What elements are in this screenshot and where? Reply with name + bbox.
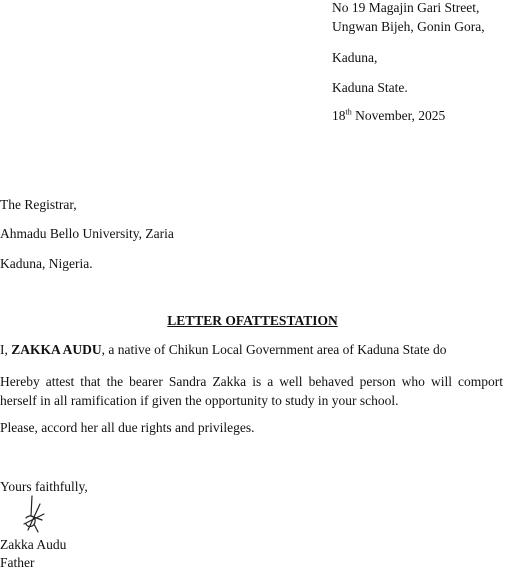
intro-prefix: I,: [0, 342, 12, 357]
recipient-line-2: Ahmadu Bello University, Zaria: [0, 226, 174, 241]
intro-line: [0, 342, 447, 358]
date-month-year: November, 2025: [351, 108, 446, 123]
signatory-title: Father: [0, 555, 35, 570]
signatory-name: Zakka Audu: [0, 537, 67, 552]
signature-mark: [18, 494, 50, 534]
date-suffix: th: [345, 107, 352, 117]
sender-address-line-2: Ungwan Bijeh, Gonin Gora,: [332, 19, 485, 34]
date-day: 18: [332, 108, 346, 123]
request-paragraph: Please, accord her all due rights and privileges.: [0, 420, 255, 435]
sender-address-line-4: Kaduna State.: [332, 80, 408, 95]
attestation-paragraph: Hereby attest that the bearer Sandra Zakka is a well behaved person who will comport herself in all ramification if given the opportunity to study in your school.: [0, 374, 503, 408]
sender-address-line-1: No 19 Magajin Gari Street,: [332, 0, 480, 15]
closing-salutation: Yours faithfully,: [0, 479, 88, 494]
sender-address-line-3: Kaduna,: [332, 50, 378, 65]
recipient-line-3: Kaduna, Nigeria.: [0, 256, 93, 271]
recipient-line-1: The Registrar,: [0, 197, 77, 212]
intro-rest: , a native of Chikun Local Government area of Kaduna State do: [101, 342, 447, 357]
letter-date: [332, 108, 445, 124]
letter-heading: LETTER OFATTESTATION: [167, 313, 338, 328]
author-name: ZAKKA AUDU: [11, 342, 102, 357]
